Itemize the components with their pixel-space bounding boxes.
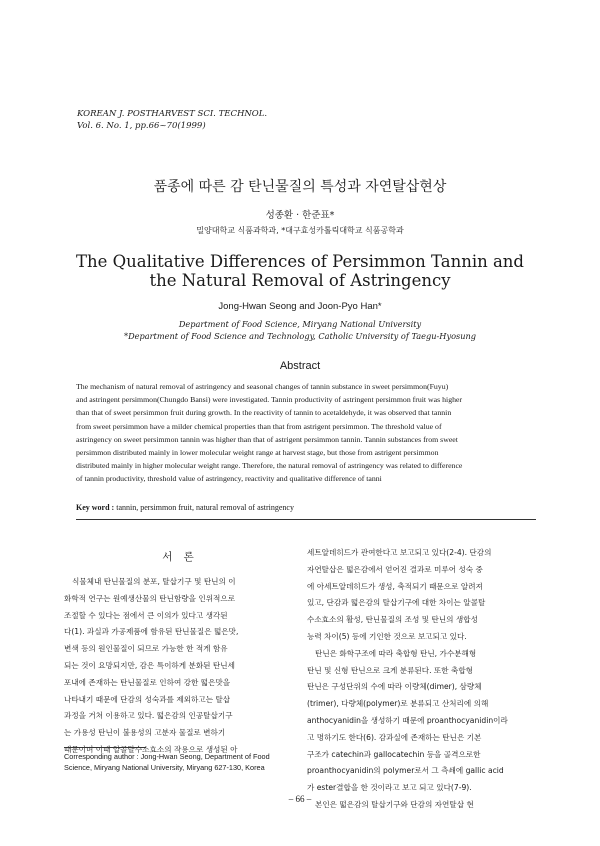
journal-volume: Vol. 6. No. 1, pp.66~70(1999)	[77, 121, 206, 131]
body-line: 세트알데히드가 관여한다고 보고되고 있다(2-4). 단감의	[307, 548, 492, 557]
authors-korean: 성종환 · 한준표*	[265, 210, 335, 221]
affiliation-korean: 밀양대학교 식품과학과, *대구효성카톨릭대학교 식품공학과	[196, 226, 404, 235]
abstract-line: and astringent persimmon(Chungdo Bansi) were investigated. Tannin productivity of astringent persimmon fruit was higher	[76, 395, 463, 405]
body-line: 나타내기 때문에 단감의 성숙과를 제외하고는 탈삽	[64, 694, 231, 704]
body-line: 탄닌은 구성단위의 수에 따라 이량체(dimer), 삼량체	[307, 682, 482, 692]
authors-english: Jong-Hwan Seong and Joon-Pyo Han*	[218, 301, 382, 312]
abstract-line: than that of sweet persimmon fruit during growth. In the reactivity of tannin to acetaldehyde, it was observed that tannin	[76, 408, 452, 418]
body-line: 되는 것이 요망되지만, 감은 특이하게 분화된 탄닌세	[64, 660, 235, 670]
journal-name: KOREAN J. POSTHARVEST SCI. TECHNOL.	[77, 109, 268, 119]
title-korean: 품종에 따른 감 탄닌물질의 특성과 자연탈삽현상	[153, 179, 447, 195]
body-line: 과정을 거쳐 이용하고 있다. 떫은감의 인공탈삽기구	[64, 711, 233, 721]
title-english-line: the Natural Removal of Astringency	[149, 271, 451, 290]
body-line: 때문이며 이때 알콜탈수소효소의 작용으로 생성된 아	[64, 744, 238, 754]
body-line: 본인은 떫은감의 탈삽기구와 단감의 자연탈삽 현	[315, 799, 474, 809]
abstract-line: astringency on sweet persimmon tannin was higher than that of astrigent persimmon tannin. Tannin substances from sweet	[76, 434, 458, 444]
journal-citation	[77, 108, 267, 132]
body-line: 변색 등의 원인물질이 되므로 가능한 한 적게 함유	[64, 644, 228, 654]
section-heading-introduction: 서 론	[162, 551, 198, 563]
keywords-label: Key word :	[76, 503, 115, 512]
page-number: – 66 –	[288, 794, 312, 804]
body-line: 있고, 단감과 떫은감의 탈삽기구에 대한 차이는 알콜탈	[307, 598, 486, 608]
abstract-line: persimmon distributed mainly in lower molecular weight range at harvest stage, but those from astrigent persimmon	[76, 448, 439, 458]
abstract-divider	[76, 519, 536, 520]
body-line: 탄닌 및 신형 탄닌으로 크게 분류된다. 또한 축합형	[307, 665, 474, 675]
body-line: anthocyanidin을 생성하기 때문에 proanthocyanidin이라	[307, 715, 508, 725]
footnote-rule	[64, 747, 146, 748]
affiliation-english	[0, 318, 600, 342]
abstract-line: distributed mainly in higher molecular weight range. Therefore, the natural removal of astringency was related to difference	[76, 461, 463, 471]
body-line: 구조가 catechin과 gallocatechin 등을 골격으로한	[307, 749, 481, 759]
left-column-body	[64, 574, 296, 759]
body-line: 능력 차이(5) 등에 기인한 것으로 보고되고 있다.	[307, 631, 467, 641]
title-english	[0, 252, 600, 290]
body-line: 다(1). 과실과 가공제품에 함유된 탄닌물질은 떫은맛,	[64, 627, 239, 637]
body-line: 식물체내 탄닌물질의 분포, 탈삽기구 및 탄닌의 이	[72, 577, 236, 586]
body-line: proanthocyanidin의 polymer로서 그 측쇄에 gallic acid	[307, 766, 504, 776]
abstract-line: of tannin productivity, threshold value of astringency, reactivity and qualitative difference of tanni	[76, 474, 382, 484]
body-line: 수소효소의 활성, 탄닌물질의 조성 및 탄닌의 생합성	[307, 615, 478, 625]
body-line: 탄닌은 화학구조에 따라 축합형 탄닌, 가수분해형	[315, 648, 477, 658]
body-line: 가 ester결합을 한 것이라고 보고 되고 있다(7-9).	[307, 783, 472, 793]
abstract-line: from sweet persimmon have a milder chemical properties than that from astrigent persimmon. The threshold value of	[76, 421, 442, 431]
body-line: 화학적 연구는 원예생산물의 탄닌함량을 인위적으로	[64, 593, 236, 603]
affiliation-line: Department of Food Science, Miryang National University	[178, 319, 422, 329]
body-line: 포내에 존재하는 탄닌물질로 인하여 강한 떫은맛을	[64, 677, 231, 687]
body-line: 조절할 수 있다는 점에서 큰 이의가 있다고 생각된	[64, 610, 228, 620]
abstract-body	[76, 380, 536, 486]
keywords	[76, 503, 536, 512]
title-english-line: The Qualitative Differences of Persimmon Tannin and	[75, 252, 524, 271]
body-line: 자연탈삽은 떫은감에서 얻어진 결과로 미루어 성숙 중	[307, 564, 483, 574]
abstract-line: The mechanism of natural removal of astringency and seasonal changes of tannin substance in sweet persimmon(Fuyu)	[76, 382, 449, 391]
body-line: 고 명하기도 한다(6). 감과실에 존재하는 탄닌은 기본	[307, 732, 482, 742]
body-line: 에 아세트알데히드가 생성, 축적되기 때문으로 알려져	[307, 581, 483, 591]
corresponding-author-footnote: Corresponding author : Jong-Hwan Seong, Department of Food Science, Miryang National University, Miryang 627-130, Korea	[64, 752, 270, 772]
body-line: 는 가용성 탄닌이 불용성의 고분자 물질로 변하기	[64, 728, 226, 738]
body-line: (trimer), 다량체(polymer)로 분류되고 산처리에 의해	[307, 699, 489, 709]
keywords-text: tannin, persimmon fruit, natural removal of astringency	[116, 503, 294, 512]
affiliation-line: *Department of Food Science and Technology, Catholic University of Taegu-Hyosung	[124, 331, 476, 341]
abstract-heading: Abstract	[279, 360, 321, 372]
right-column-body	[307, 545, 539, 814]
